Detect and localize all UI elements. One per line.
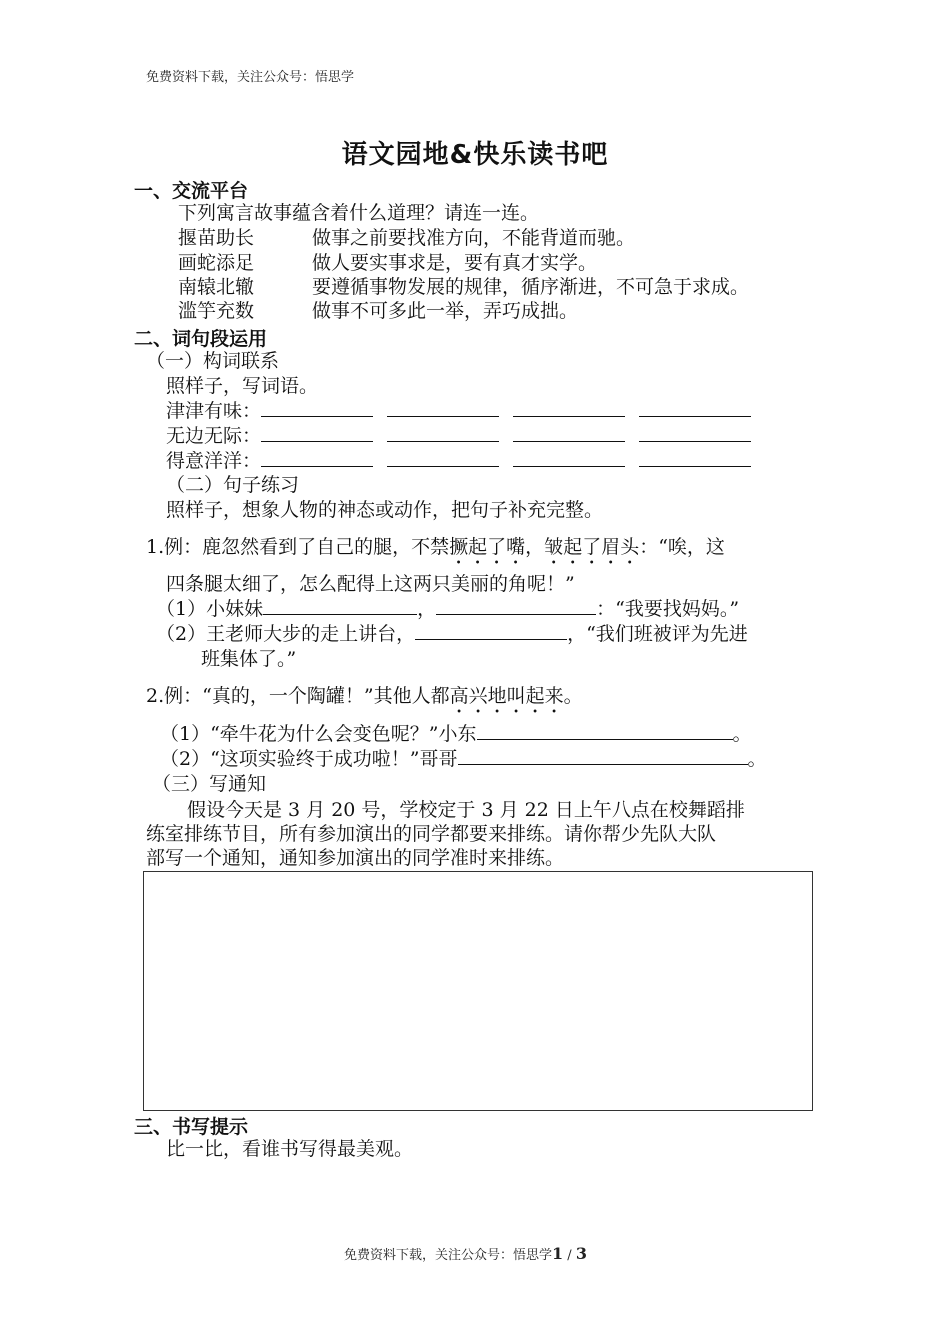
meaning-4: 做事不可多此一举，弄巧成拙。	[312, 300, 579, 322]
answer-blank[interactable]	[639, 450, 751, 467]
answer-blank[interactable]	[436, 598, 596, 615]
section-3-heading: 三、书写提示	[134, 1116, 249, 1138]
part-2-instruction: 照样子，想象人物的神态或动作，把句子补充完整。	[166, 499, 604, 521]
example-1-emphasis-1: 撅起了嘴	[449, 536, 526, 558]
answer-blank[interactable]	[387, 450, 499, 467]
notice-task-line-2: 练室排练节目，所有参加演出的同学都要来排练。请你帮少先队大队	[146, 823, 717, 845]
answer-blank[interactable]	[263, 598, 417, 615]
notice-task-line-3: 部写一个通知，通知参加演出的同学准时来排练。	[146, 847, 565, 869]
answer-blank[interactable]	[261, 400, 373, 417]
question-2	[156, 622, 748, 646]
answer-blank[interactable]	[639, 400, 751, 417]
example-1-text-c: ：“唉，这	[639, 536, 725, 558]
answer-blank[interactable]	[477, 723, 733, 740]
answer-blank[interactable]	[458, 748, 748, 765]
section-1-heading: 一、交流平台	[134, 180, 249, 202]
question-4	[160, 747, 767, 771]
word-row-3	[166, 449, 751, 473]
question-1-text-c: ：“我要找妈妈。”	[596, 598, 740, 620]
example-1-text-a: 鹿忽然看到了自己的腿，不禁	[202, 536, 450, 558]
answer-blank[interactable]	[387, 425, 499, 442]
page-title: 语文园地&快乐读书吧	[341, 140, 609, 170]
answer-blank[interactable]	[513, 425, 625, 442]
section-1-instruction: 下列寓言故事蕴含着什么道理？请连一连。	[178, 202, 540, 224]
word-label-2: 无边无际：	[166, 425, 262, 447]
page-separator: /	[563, 1248, 576, 1263]
idiom-1: 揠苗助长	[178, 227, 255, 249]
example-1-emphasis-2: 皱起了眉头	[544, 536, 640, 558]
answer-blank[interactable]	[513, 450, 625, 467]
page-footer	[344, 1244, 587, 1263]
notice-task-line-1: 假设今天是 3 月 20 号，学校定于 3 月 22 日上午八点在校舞蹈排	[187, 799, 745, 821]
meaning-1: 做事之前要找准方向，不能背道而驰。	[312, 227, 636, 249]
idiom-4: 滥竽充数	[178, 300, 255, 322]
part-1-instruction: 照样子，写词语。	[166, 375, 319, 397]
page-total: 3	[575, 1244, 587, 1263]
footer-text: 免费资料下载，关注公众号：悟思学	[344, 1248, 553, 1263]
answer-blank[interactable]	[261, 425, 373, 442]
example-1-text-b: ，	[525, 536, 545, 558]
idiom-3: 南辕北辙	[178, 276, 255, 298]
question-2-line-2: 班集体了。”	[201, 648, 297, 670]
word-label-1: 津津有味：	[166, 400, 262, 422]
question-3	[160, 722, 752, 746]
answer-blank[interactable]	[639, 425, 751, 442]
meaning-3: 要遵循事物发展的规律，循序渐进，不可急于求成。	[312, 276, 750, 298]
example-2-text-b: 。	[563, 685, 583, 707]
section-3-instruction: 比一比，看谁书写得最美观。	[166, 1138, 414, 1160]
question-2-text-a: （2）王老师大步的走上讲台，	[156, 623, 416, 645]
question-2-text-b: ，“我们班被评为先进	[567, 623, 748, 645]
answer-blank[interactable]	[513, 400, 625, 417]
part-1-heading: （一）构词联系	[146, 350, 280, 372]
answer-blank[interactable]	[415, 623, 567, 640]
part-2-heading: （二）句子练习	[166, 474, 300, 496]
page-header: 免费资料下载，关注公众号：悟思学	[146, 70, 355, 85]
answer-blank[interactable]	[261, 450, 373, 467]
example-1-number: 1.例：	[146, 536, 203, 558]
question-3-text-a: （1）“牵牛花为什么会变色呢？”小东	[160, 723, 477, 745]
word-row-1	[166, 399, 751, 423]
example-2-number: 2.例：	[146, 685, 203, 707]
part-3-heading: （三）写通知	[152, 773, 267, 795]
question-4-text-b: 。	[747, 748, 767, 770]
word-label-3: 得意洋洋：	[166, 450, 262, 472]
notice-writing-box[interactable]	[143, 871, 813, 1111]
question-4-text-a: （2）“这项实验终于成功啦！”哥哥	[160, 748, 458, 770]
question-1-text-b: ，	[417, 598, 437, 620]
answer-blank[interactable]	[387, 400, 499, 417]
section-2-heading: 二、词句段运用	[134, 328, 268, 350]
example-2	[146, 684, 583, 718]
question-1	[156, 597, 739, 621]
example-2-emphasis: 高兴地叫起来	[449, 685, 564, 707]
question-3-text-b: 。	[732, 723, 752, 745]
word-row-2	[166, 424, 751, 448]
idiom-2: 画蛇添足	[178, 252, 255, 274]
example-2-text-a: “真的，一个陶罐！”其他人都	[202, 685, 450, 707]
question-1-text-a: （1）小妹妹	[156, 598, 264, 620]
example-1-line-2: 四条腿太细了，怎么配得上这两只美丽的角呢！”	[166, 573, 575, 595]
example-1	[146, 535, 725, 569]
meaning-2: 做人要实事求是，要有真才实学。	[312, 252, 598, 274]
page-number: 1	[552, 1244, 564, 1263]
